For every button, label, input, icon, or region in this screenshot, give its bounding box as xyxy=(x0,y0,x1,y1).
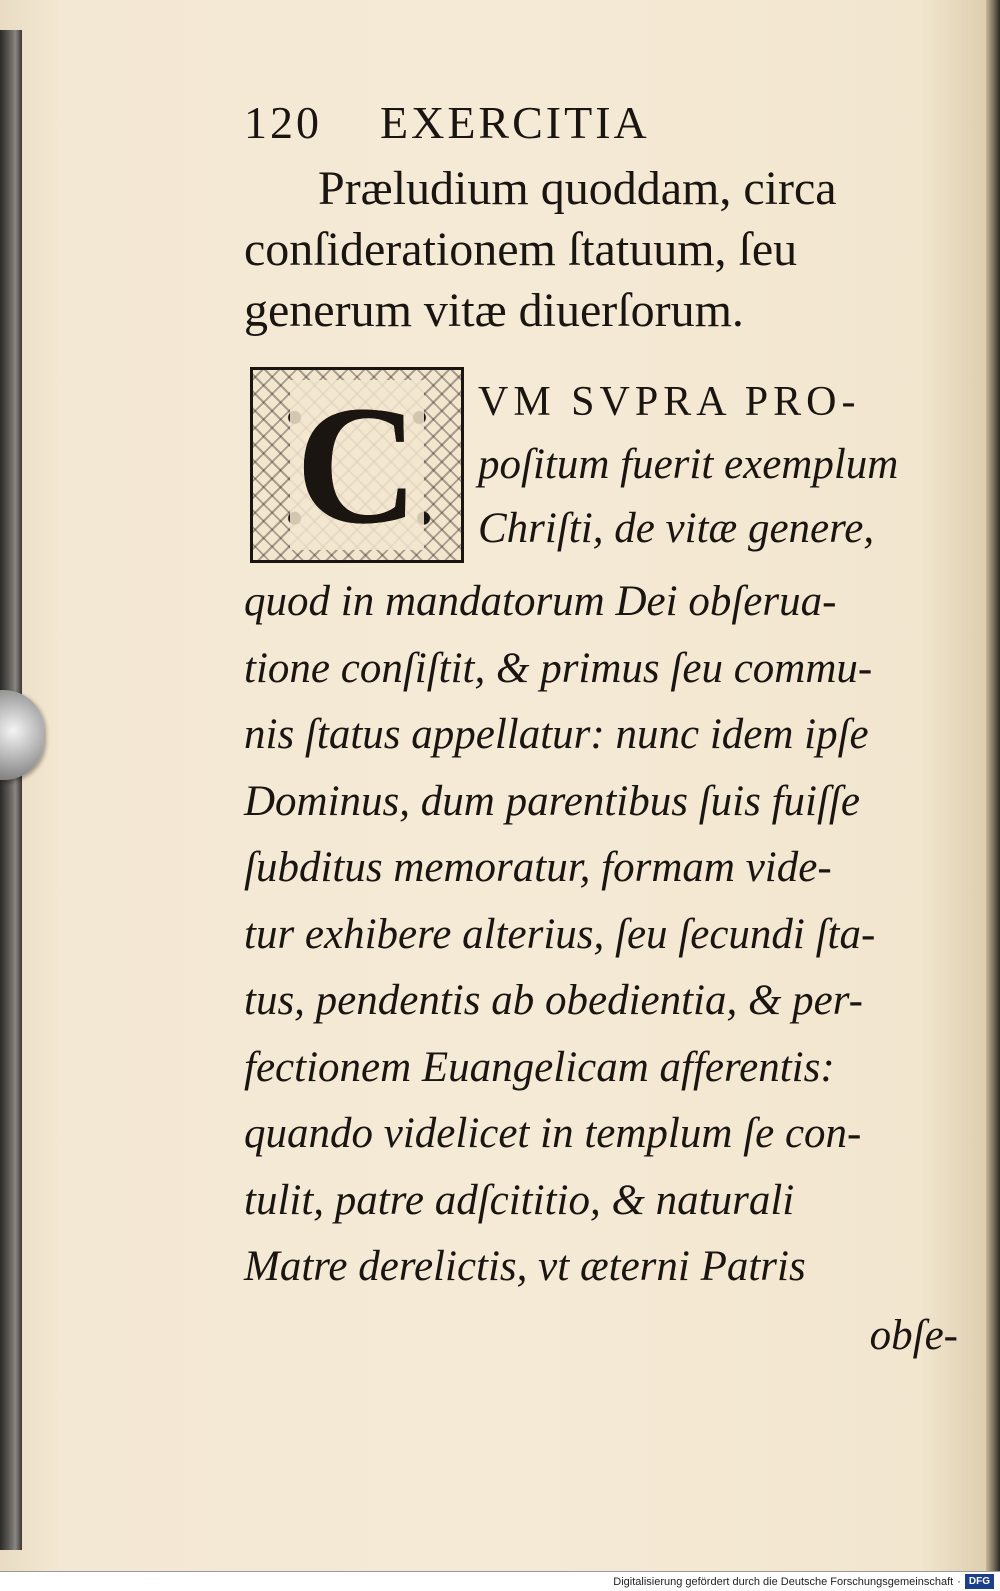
dfg-logo-icon: DFG xyxy=(965,1574,994,1589)
running-title: EXERCITIA xyxy=(380,97,650,148)
heading-line: generum vitæ diuerſorum. xyxy=(244,284,744,337)
text-line: Chriſti, de vitæ genere, xyxy=(478,505,875,552)
text-line: quando videlicet in templum ſe con- xyxy=(244,1110,862,1157)
heading-line: Præludium quoddam, circa xyxy=(318,162,837,215)
initial-adjacent-text xyxy=(478,367,964,561)
heading-line: conſiderationem ſtatuum, ſeu xyxy=(244,223,798,276)
text-line: tione conſiſtit, & primus ſeu commu- xyxy=(244,644,873,692)
decorated-initial xyxy=(250,367,464,563)
text-line: tur exhibere alterius, ſeu ſecundi ſta- xyxy=(244,910,876,958)
text-line: nis ſtatus appellatur: nunc idem ipſe xyxy=(244,711,869,758)
text-line: fectionem Euangelicam afferentis: xyxy=(244,1043,835,1091)
body-text xyxy=(244,569,964,1371)
opening-paragraph xyxy=(244,367,964,567)
text-line: Matre derelictis, vt æterni Patris xyxy=(244,1243,806,1290)
caps-line: VM SVPRA PRO- xyxy=(478,379,861,425)
digitization-footer: Digitalisierung gefördert durch die Deutsche Forschungsgemeinschaft · DFG xyxy=(0,1571,1000,1591)
text-line: Dominus, dum parentibus ſuis fuiſſe xyxy=(244,777,860,825)
text-line: quod in mandatorum Dei obſerua- xyxy=(244,578,837,625)
book-spine xyxy=(0,30,22,1550)
text-line: poſitum fuerit exemplum xyxy=(478,441,899,488)
page-edge xyxy=(986,0,1000,1571)
initial-letter: C xyxy=(290,380,425,550)
text-line: tus, pendentis ab obedientia, & per- xyxy=(244,977,863,1024)
text-block xyxy=(244,97,964,1371)
catchword: obſe- xyxy=(869,1311,958,1359)
text-line: ſubditus memoratur, formam vide- xyxy=(244,844,832,891)
text-line: tulit, patre adſcititio, & naturali xyxy=(244,1176,795,1224)
page-number: 120 xyxy=(244,97,322,148)
section-heading xyxy=(244,158,964,341)
funding-credit: Digitalisierung gefördert durch die Deutsche Forschungsgemeinschaft xyxy=(613,1575,954,1588)
running-header xyxy=(244,97,964,148)
metal-clasp xyxy=(0,690,44,780)
